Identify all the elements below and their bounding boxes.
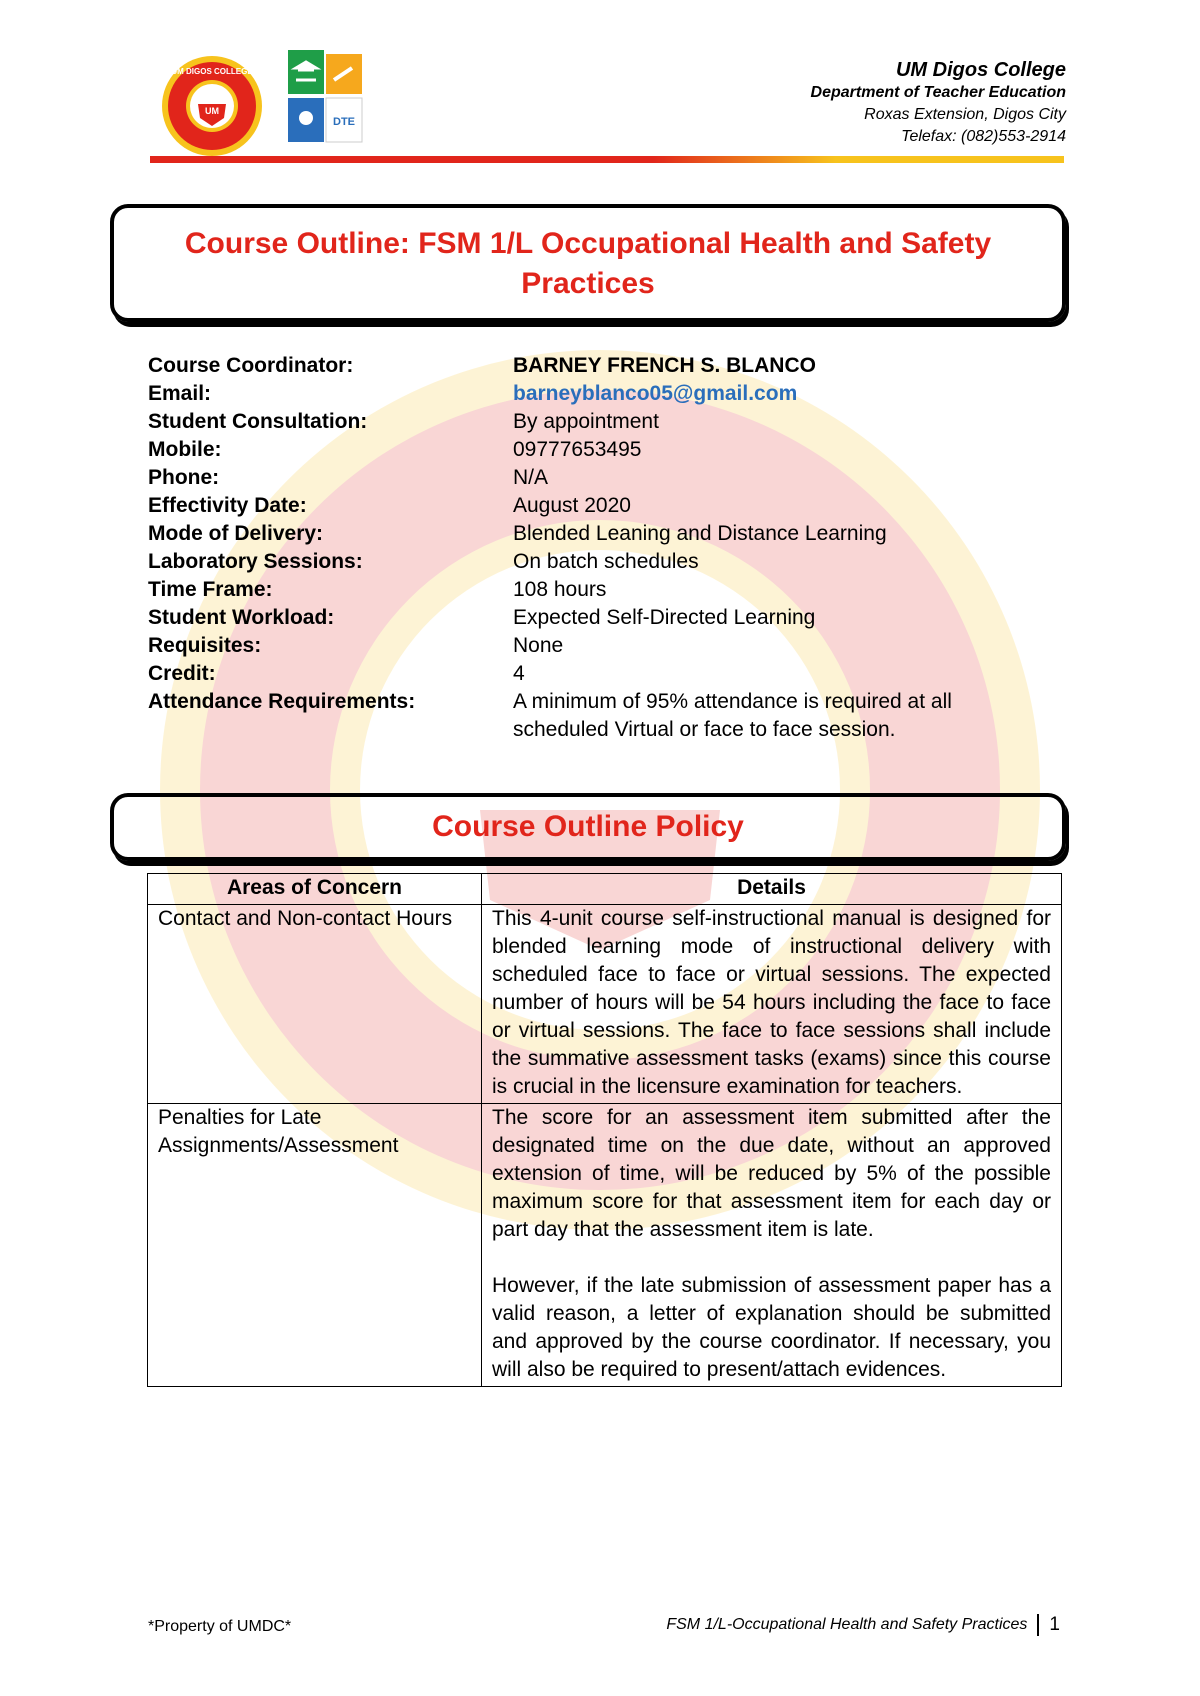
email-link[interactable]: barneyblanco05@gmail.com xyxy=(513,382,798,405)
info-label: Attendance Requirements: xyxy=(148,690,416,713)
info-row xyxy=(148,576,1048,604)
info-label: Mode of Delivery: xyxy=(148,522,324,545)
info-label: Laboratory Sessions: xyxy=(148,550,363,573)
seal-badge-text: UM xyxy=(205,106,219,116)
table-row xyxy=(148,905,1062,1104)
info-value: Blended Leaning and Distance Learning xyxy=(513,522,887,545)
info-value: Expected Self-Directed Learning xyxy=(513,606,816,629)
info-row xyxy=(148,380,1048,408)
info-value: 108 hours xyxy=(513,578,607,601)
info-value: N/A xyxy=(513,466,549,489)
address: Roxas Extension, Digos City xyxy=(864,106,1066,123)
info-label: Requisites: xyxy=(148,634,262,657)
info-row xyxy=(148,436,1048,464)
dte-logo xyxy=(286,50,364,146)
info-value: None xyxy=(513,634,564,657)
info-label: Effectivity Date: xyxy=(148,494,307,517)
info-row xyxy=(148,352,1048,380)
paragraph-gap xyxy=(492,1244,1051,1272)
details-paragraph: The score for an assessment item submitted after the designated time on the due date, without an approved extension of time, will be reduced by 5% of the possible maximum score for that assessment item for each day or part day that the assessment item is late. xyxy=(492,1106,1051,1241)
college-name: UM Digos College xyxy=(895,59,1066,81)
policy-table xyxy=(147,873,1062,1387)
info-row xyxy=(148,548,1048,576)
info-row xyxy=(148,688,1048,744)
table-header-row xyxy=(148,874,1062,905)
info-label: Credit: xyxy=(148,662,216,685)
footer-course xyxy=(666,1614,1060,1636)
details-cell xyxy=(482,1104,1062,1387)
table-row xyxy=(148,1104,1062,1387)
details-paragraph: However, if the late submission of assessment paper has a valid reason, a letter of explanation should be submitted and approved by the course coordinator. If necessary, you will also be required to present/attach evidences. xyxy=(492,1274,1051,1381)
policy-title: Course Outline Policy xyxy=(432,810,744,843)
info-row xyxy=(148,492,1048,520)
policy-title-box xyxy=(110,793,1066,861)
footer-course-title: FSM 1/L-Occupational Health and Safety Practices xyxy=(666,1616,1028,1633)
info-label: Time Frame: xyxy=(148,578,273,601)
seal-ring-text: UM DIGOS COLLEGE xyxy=(171,67,253,76)
info-value: 09777653495 xyxy=(513,438,642,461)
course-info xyxy=(148,352,1048,744)
course-title: Course Outline: FSM 1/L Occupational Health and Safety Practices xyxy=(184,227,992,300)
course-title-box xyxy=(110,204,1066,322)
letterhead xyxy=(811,58,1066,148)
info-value: On batch schedules xyxy=(513,550,699,573)
footer-property: *Property of UMDC* xyxy=(148,1618,292,1635)
department-name: Department of Teacher Education xyxy=(810,84,1066,101)
info-label: Mobile: xyxy=(148,438,222,461)
college-seal-logo xyxy=(160,54,264,158)
details-cell: This 4-unit course self-instructional manual is designed for blended learning mode of instructional delivery with scheduled face to face or virtual sessions. The expected number of hours will be 54 hours including the face to face or virtual sessions. The face to face sessions shall include the summative assessment tasks (exams) since this course is crucial in the licensure examination for teachers. xyxy=(482,905,1062,1104)
info-value: By appointment xyxy=(513,410,659,433)
column-header: Details xyxy=(482,874,1062,905)
coordinator-name: BARNEY FRENCH S. BLANCO xyxy=(513,354,816,377)
area-cell: Penalties for Late Assignments/Assessment xyxy=(148,1104,482,1387)
info-label: Course Coordinator: xyxy=(148,354,354,377)
header-divider xyxy=(150,156,1064,163)
info-row xyxy=(148,520,1048,548)
info-value: August 2020 xyxy=(513,494,631,517)
info-label: Email: xyxy=(148,382,212,405)
info-label: Phone: xyxy=(148,466,220,489)
info-value: A minimum of 95% attendance is required at all scheduled Virtual or face to face session. xyxy=(513,690,952,741)
info-row xyxy=(148,660,1048,688)
footer-separator xyxy=(1037,1614,1039,1636)
info-row xyxy=(148,604,1048,632)
telefax: Telefax: (082)553-2914 xyxy=(901,128,1066,145)
page-number: 1 xyxy=(1049,1614,1060,1635)
column-header: Areas of Concern xyxy=(148,874,482,905)
info-row xyxy=(148,408,1048,436)
info-row xyxy=(148,632,1048,660)
area-cell: Contact and Non-contact Hours xyxy=(148,905,482,1104)
dte-logo-text: DTE xyxy=(333,116,355,128)
info-label: Student Consultation: xyxy=(148,410,368,433)
info-label: Student Workload: xyxy=(148,606,335,629)
info-value: 4 xyxy=(513,662,525,685)
info-row xyxy=(148,464,1048,492)
